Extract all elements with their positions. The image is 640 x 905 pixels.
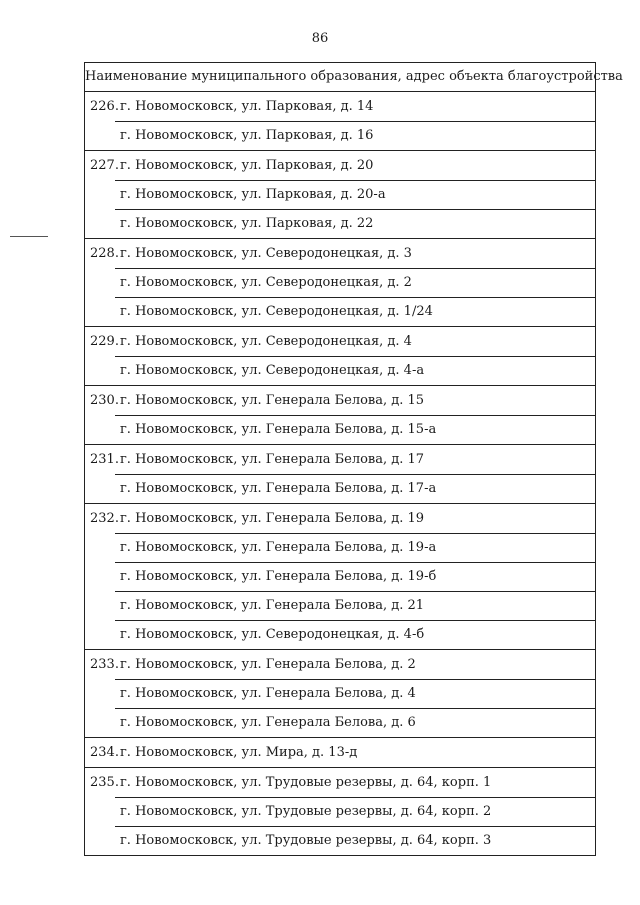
margin-mark: [10, 236, 48, 237]
address-text: г. Новомосковск, ул. Парковая, д. 22: [120, 216, 374, 231]
row-number: 232.: [90, 511, 119, 526]
page-number: 86: [311, 31, 329, 46]
addresses-table: [84, 62, 623, 856]
address-text: г. Новомосковск, ул. Трудовые резервы, д. 64, корп. 1: [120, 775, 492, 790]
row-number: 230.: [90, 393, 119, 408]
address-text: г. Новомосковск, ул. Северодонецкая, д. 4-б: [120, 627, 425, 642]
table-group: [85, 92, 595, 151]
table-row: [85, 180, 595, 209]
table-group: [85, 738, 595, 768]
table-row: [85, 679, 595, 708]
table-row: [85, 356, 595, 385]
table-group: [85, 504, 595, 650]
table-row: [85, 474, 595, 503]
address-text: г. Новомосковск, ул. Генерала Белова, д. 15: [120, 393, 425, 408]
table-row: [85, 768, 595, 797]
table-group: [85, 768, 595, 855]
table-group: [85, 151, 595, 239]
table-row: [85, 92, 595, 121]
table-row: [85, 620, 595, 649]
table-row: [85, 533, 595, 562]
table-row: [85, 797, 595, 826]
table-header: Наименование муниципального образования, адрес объекта благоустройства: [85, 63, 595, 92]
table-row: [85, 121, 595, 150]
address-text: г. Новомосковск, ул. Северодонецкая, д. 1/24: [120, 304, 433, 319]
address-text: г. Новомосковск, ул. Северодонецкая, д. 2: [120, 275, 412, 290]
row-number: 233.: [90, 657, 119, 672]
address-text: г. Новомосковск, ул. Генерала Белова, д. 6: [120, 715, 416, 730]
address-text: г. Новомосковск, ул. Трудовые резервы, д. 64, корп. 2: [120, 804, 492, 819]
table-row: [85, 327, 595, 356]
table-group: [85, 445, 595, 504]
address-text: г. Новомосковск, ул. Трудовые резервы, д. 64, корп. 3: [120, 833, 492, 848]
table-group: [85, 327, 595, 386]
address-text: г. Новомосковск, ул. Генерала Белова, д. 17-а: [120, 481, 437, 496]
table-row: [85, 591, 595, 620]
table-row: [85, 297, 595, 326]
address-text: г. Новомосковск, ул. Генерала Белова, д. 21: [120, 598, 425, 613]
address-text: г. Новомосковск, ул. Парковая, д. 14: [120, 99, 374, 114]
address-text: г. Новомосковск, ул. Генерала Белова, д. 2: [120, 657, 416, 672]
table-row: [85, 738, 595, 767]
table-row: [85, 415, 595, 444]
table-row: [85, 708, 595, 737]
table-group: [85, 386, 595, 445]
address-text: г. Новомосковск, ул. Генерала Белова, д. 19: [120, 511, 425, 526]
address-text: г. Новомосковск, ул. Генерала Белова, д. 17: [120, 452, 425, 467]
table-row: [85, 209, 595, 238]
address-text: г. Новомосковск, ул. Парковая, д. 16: [120, 128, 374, 143]
table-row: [85, 151, 595, 180]
address-text: г. Новомосковск, ул. Генерала Белова, д. 4: [120, 686, 416, 701]
table-row: [85, 386, 595, 415]
address-text: г. Новомосковск, ул. Генерала Белова, д. 19-а: [120, 540, 437, 555]
table-group: [85, 650, 595, 738]
row-number: 228.: [90, 246, 119, 261]
row-number: 226.: [90, 99, 119, 114]
row-number: 234.: [90, 745, 119, 760]
row-number: 231.: [90, 452, 119, 467]
table-row: [85, 826, 595, 855]
table-row: [85, 268, 595, 297]
table-row: [85, 650, 595, 679]
address-text: г. Новомосковск, ул. Генерала Белова, д. 19-б: [120, 569, 437, 584]
address-text: г. Новомосковск, ул. Мира, д. 13-д: [120, 745, 358, 760]
table-group: [85, 239, 595, 327]
table-row: [85, 562, 595, 591]
table-row: [85, 504, 595, 533]
table-row: [85, 445, 595, 474]
row-number: 235.: [90, 775, 119, 790]
address-text: г. Новомосковск, ул. Парковая, д. 20: [120, 158, 374, 173]
table-row: [85, 239, 595, 268]
address-text: г. Новомосковск, ул. Парковая, д. 20-а: [120, 187, 386, 202]
address-text: г. Новомосковск, ул. Северодонецкая, д. 3: [120, 246, 412, 261]
table-body: [85, 92, 595, 855]
address-text: г. Новомосковск, ул. Генерала Белова, д. 15-а: [120, 422, 437, 437]
address-text: г. Новомосковск, ул. Северодонецкая, д. 4-а: [120, 363, 425, 378]
row-number: 227.: [90, 158, 119, 173]
address-text: г. Новомосковск, ул. Северодонецкая, д. 4: [120, 334, 412, 349]
row-number: 229.: [90, 334, 119, 349]
